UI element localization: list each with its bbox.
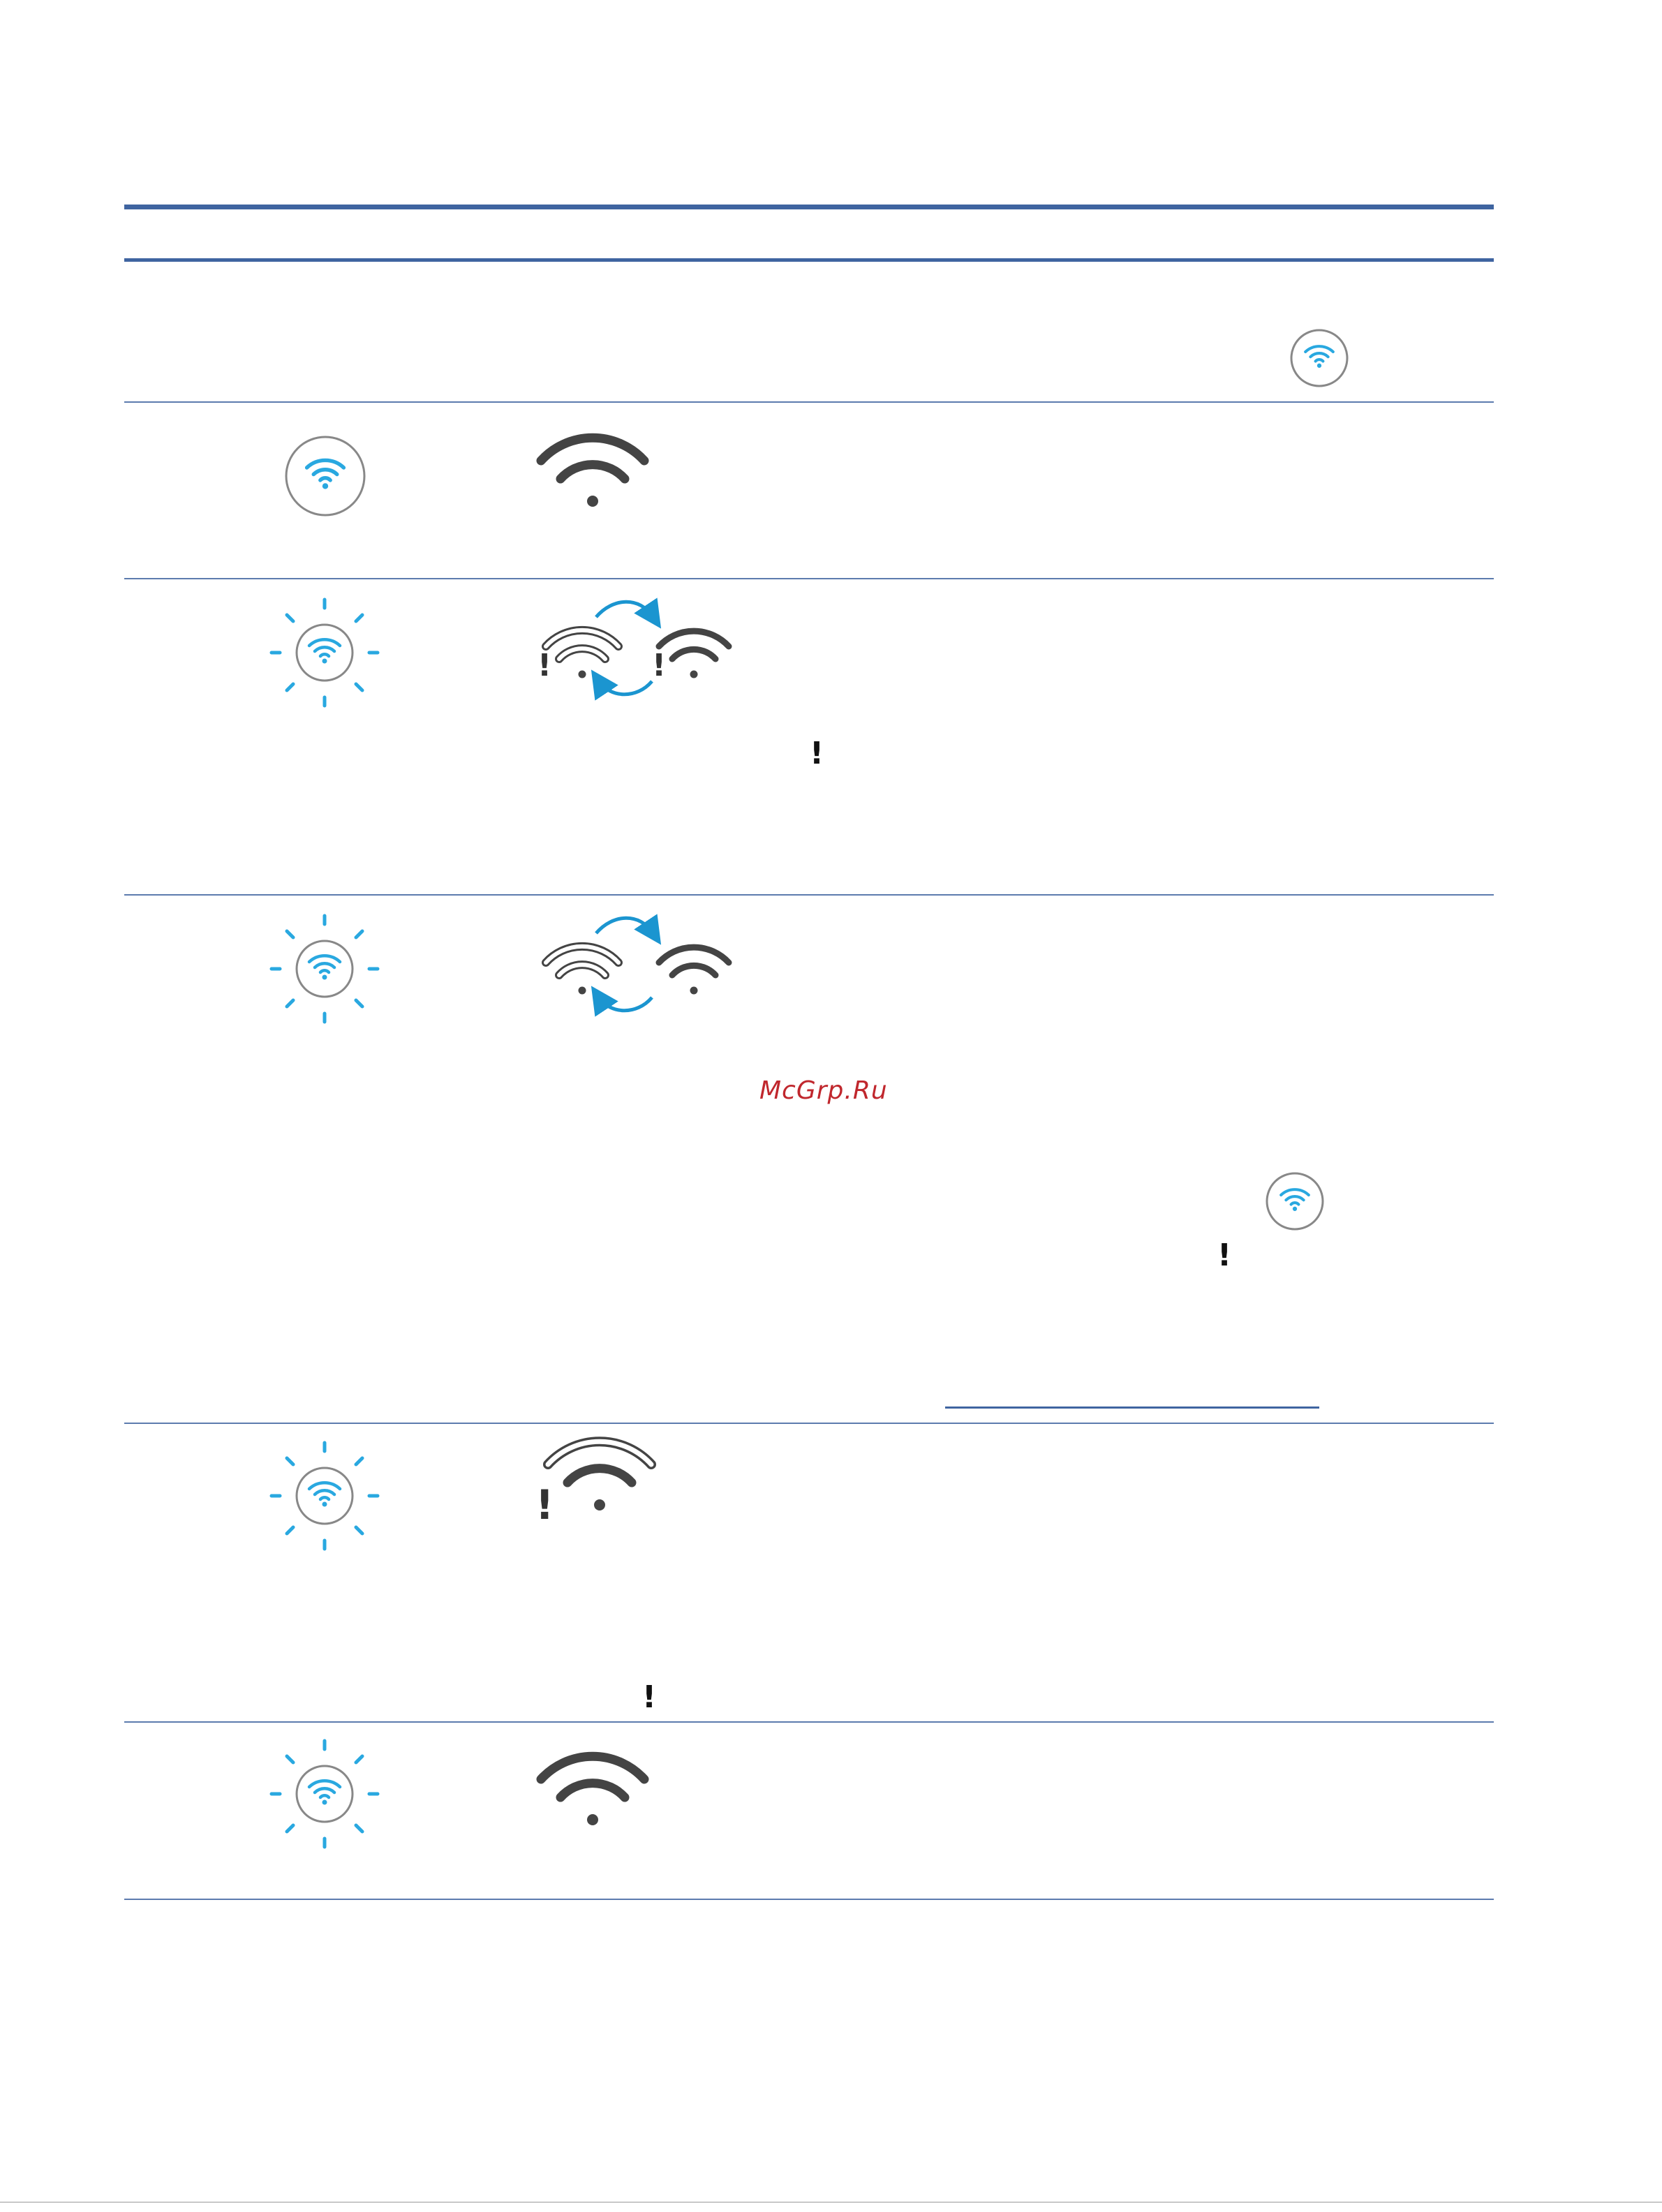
header-bottom-rule xyxy=(124,258,1494,262)
wifi-button-blinking-icon xyxy=(267,911,383,1027)
header-top-rule xyxy=(124,205,1494,209)
inline-exclamation-mark: ! xyxy=(1217,1238,1232,1273)
wifi-button-icon xyxy=(1265,1171,1325,1231)
row-divider xyxy=(124,1423,1494,1424)
svg-text:!: ! xyxy=(537,648,552,683)
inline-exclamation-mark: ! xyxy=(810,736,824,771)
wifi-signal-full-icon xyxy=(533,431,652,515)
table-bottom-rule xyxy=(124,1899,1494,1900)
wifi-signal-full-icon xyxy=(533,1750,652,1834)
wifi-button-icon xyxy=(1289,328,1349,388)
wifi-button-blinking-icon xyxy=(267,1438,383,1554)
footer-divider xyxy=(0,2202,1662,2203)
svg-text:!: ! xyxy=(535,1481,554,1529)
inline-exclamation-mark: ! xyxy=(642,1679,657,1715)
watermark: McGrp.Ru xyxy=(759,1076,888,1105)
wifi-signal-alternating-icon xyxy=(535,910,737,1021)
wifi-button-blinking-icon xyxy=(267,1736,383,1852)
wifi-button-blinking-icon xyxy=(267,595,383,711)
row-divider xyxy=(124,1721,1494,1723)
row-divider xyxy=(124,578,1494,579)
wifi-signal-warning-icon xyxy=(533,1435,659,1533)
hyperlink-underline[interactable] xyxy=(945,1406,1319,1409)
wifi-signal-alternating-warning-icon xyxy=(535,593,737,705)
row-divider xyxy=(124,401,1494,403)
row-divider xyxy=(124,894,1494,896)
svg-text:!: ! xyxy=(652,648,667,683)
wifi-button-icon xyxy=(283,434,367,518)
